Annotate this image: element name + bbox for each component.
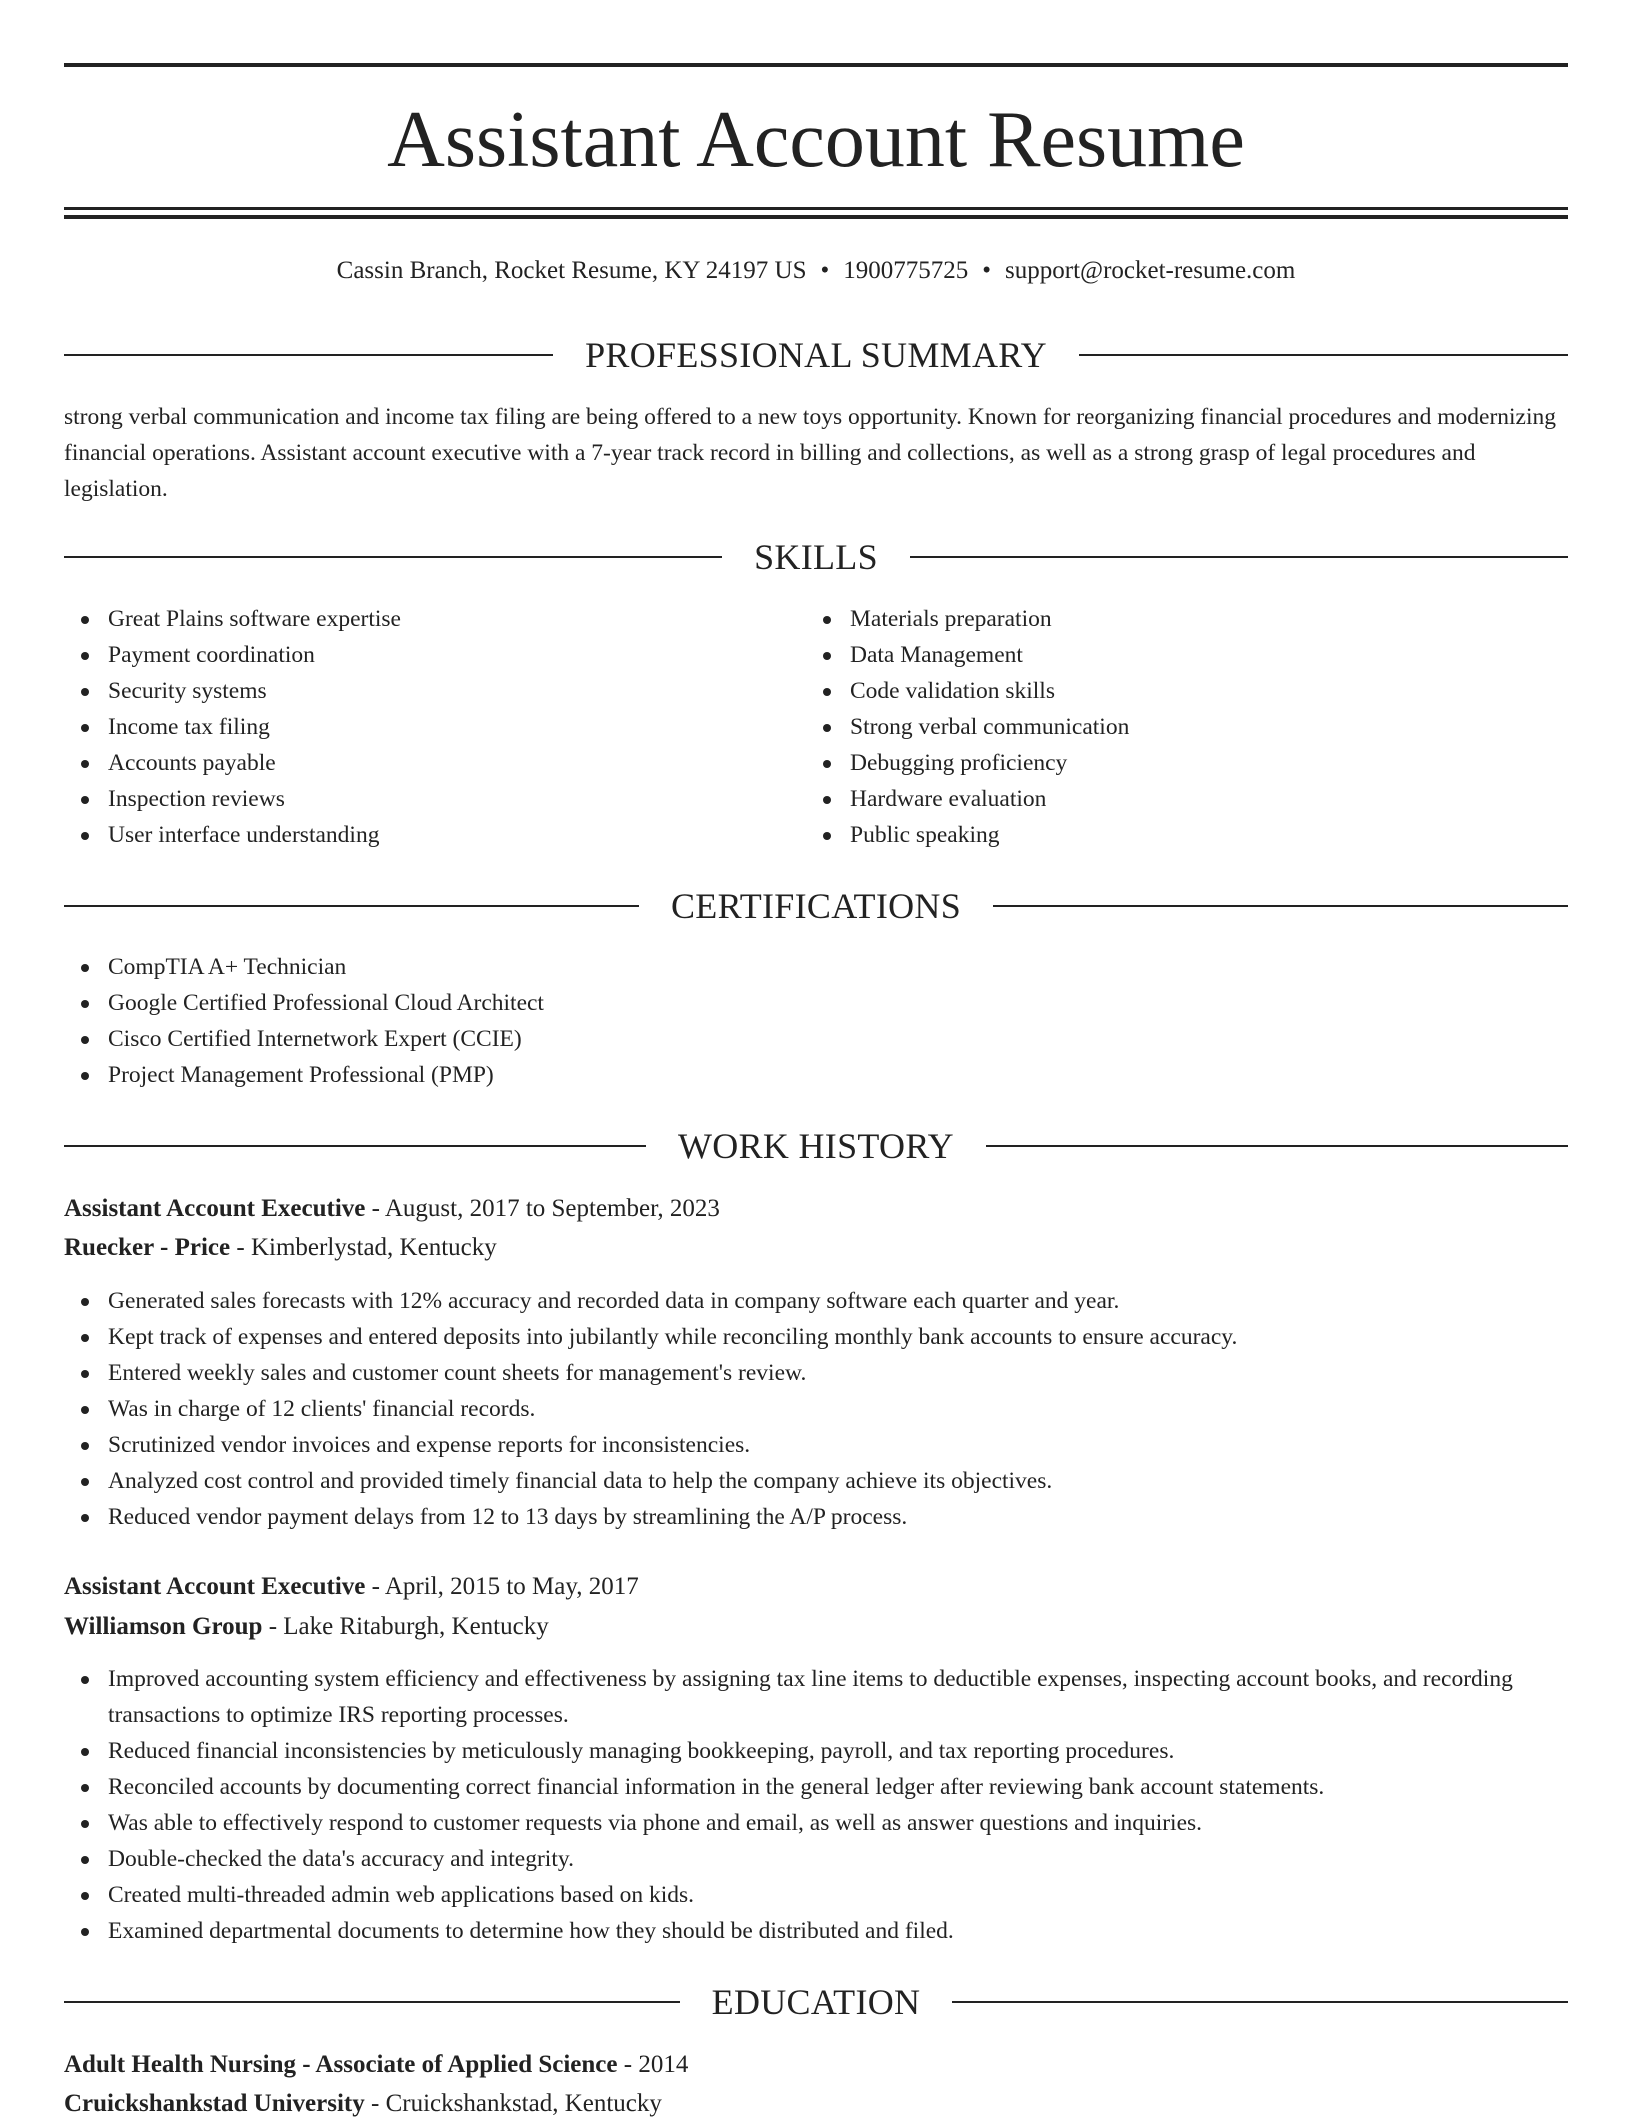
skill-item: Great Plains software expertise — [64, 601, 804, 637]
certifications-heading — [64, 883, 1568, 929]
skill-item: Payment coordination — [64, 637, 804, 673]
job-bullet: Created multi-threaded admin web applications based on kids. — [64, 1877, 1568, 1913]
skills-heading-label: SKILLS — [754, 537, 878, 577]
education-degree: Adult Health Nursing - Associate of Applied Science — [64, 2051, 618, 2078]
job-company-line — [64, 1230, 1568, 1266]
skill-item: Accounts payable — [64, 745, 804, 781]
job-company: Williamson Group — [64, 1613, 263, 1640]
certifications-list — [64, 949, 1568, 1093]
job-bullet: Generated sales forecasts with 12% accuracy and recorded data in company software each quarter and year. — [64, 1283, 1568, 1319]
education-school-line — [64, 2086, 1568, 2122]
skill-item: Hardware evaluation — [806, 781, 1546, 817]
job-bullets — [64, 1661, 1568, 1949]
skill-item: Income tax filing — [64, 709, 804, 745]
summary-heading — [64, 332, 1568, 378]
skill-item: Public speaking — [806, 817, 1546, 853]
skill-item: Data Management — [806, 637, 1546, 673]
job-bullet: Double-checked the data's accuracy and integrity. — [64, 1841, 1568, 1877]
job-title-line — [64, 1569, 1568, 1605]
skill-item: Debugging proficiency — [806, 745, 1546, 781]
contact-separator: • — [982, 257, 992, 284]
contact-phone: 1900775725 — [843, 257, 969, 284]
job-bullet: Was in charge of 12 clients' financial records. — [64, 1391, 1568, 1427]
job-bullets — [64, 1283, 1568, 1535]
heading-rule-right — [1079, 354, 1568, 356]
heading-rule-left — [64, 556, 722, 558]
job-bullet: Kept track of expenses and entered deposits into jubilantly while reconciling monthly bank accounts to ensure accuracy. — [64, 1319, 1568, 1355]
heading-rule-left — [64, 905, 639, 907]
work-history-heading — [64, 1123, 1568, 1169]
education-school: Cruickshankstad University — [64, 2090, 365, 2117]
resume-title: Assistant Account Resume — [387, 96, 1245, 184]
skill-item: Code validation skills — [806, 673, 1546, 709]
skill-item: User interface understanding — [64, 817, 804, 853]
certification-item: CompTIA A+ Technician — [64, 949, 1568, 985]
job-role: Assistant Account Executive — [64, 1573, 366, 1600]
education-heading — [64, 1979, 1568, 2025]
job-bullet: Improved accounting system efficiency and effectiveness by assigning tax line items to deductible expenses, inspecting account books, and recording transactions to optimize IRS reporting processes. — [64, 1661, 1568, 1733]
summary-text: strong verbal communication and income tax filing are being offered to a new toys opportunity. Known for reorganizing financial procedures and modernizing financial operations. Assistant account executive with a 7-year track record in billing and collections, as well as a strong grasp of legal procedures and legislation. — [64, 404, 1557, 502]
job-bullet: Entered weekly sales and customer count sheets for management's review. — [64, 1355, 1568, 1391]
heading-rule-right — [993, 905, 1568, 907]
heading-rule-left — [64, 1145, 646, 1147]
skill-item: Security systems — [64, 673, 804, 709]
education-year: - 2014 — [617, 2051, 689, 2078]
title-double-rule — [64, 207, 1568, 219]
job-bullet: Reconciled accounts by documenting correct financial information in the general ledger after reviewing bank account statements. — [64, 1769, 1568, 1805]
job-bullet: Analyzed cost control and provided timely financial data to help the company achieve its objectives. — [64, 1463, 1568, 1499]
job-location: - Lake Ritaburgh, Kentucky — [262, 1613, 549, 1640]
skill-item: Inspection reviews — [64, 781, 804, 817]
work-history-heading-label: WORK HISTORY — [678, 1126, 954, 1166]
heading-rule-left — [64, 354, 553, 356]
skills-heading — [64, 534, 1568, 580]
job-bullet: Examined departmental documents to determine how they should be distributed and filed. — [64, 1913, 1568, 1949]
job-bullet: Reduced vendor payment delays from 12 to 13 days by streamlining the A/P process. — [64, 1499, 1568, 1535]
heading-rule-right — [910, 556, 1568, 558]
job-title-line — [64, 1191, 1568, 1227]
skills-list-left — [64, 601, 804, 853]
job-bullet: Scrutinized vendor invoices and expense reports for inconsistencies. — [64, 1427, 1568, 1463]
job-bullet: Was able to effectively respond to customer requests via phone and email, as well as answer questions and inquiries. — [64, 1805, 1568, 1841]
job-location: - Kimberlystad, Kentucky — [230, 1234, 497, 1261]
certifications-heading-label: CERTIFICATIONS — [670, 886, 962, 926]
job-dates: - April, 2015 to May, 2017 — [365, 1573, 639, 1600]
skills-list-right — [806, 601, 1546, 853]
job-dates: - August, 2017 to September, 2023 — [365, 1195, 720, 1222]
contact-email: support@rocket-resume.com — [1005, 257, 1296, 284]
skill-item: Materials preparation — [806, 601, 1546, 637]
job-role: Assistant Account Executive — [64, 1195, 366, 1222]
skill-item: Strong verbal communication — [806, 709, 1546, 745]
contact-separator: • — [820, 257, 830, 284]
education-heading-label: EDUCATION — [711, 1982, 921, 2022]
job-bullet: Reduced financial inconsistencies by meticulously managing bookkeeping, payroll, and tax reporting procedures. — [64, 1733, 1568, 1769]
heading-rule-right — [986, 1145, 1568, 1147]
certification-item: Google Certified Professional Cloud Architect — [64, 985, 1568, 1021]
job-company: Ruecker - Price — [64, 1234, 231, 1261]
top-rule — [64, 63, 1568, 67]
contact-line — [64, 254, 1568, 288]
heading-rule-right — [952, 2001, 1568, 2003]
education-location: - Cruickshankstad, Kentucky — [364, 2090, 662, 2117]
certification-item: Project Management Professional (PMP) — [64, 1057, 1568, 1093]
summary-heading-label: PROFESSIONAL SUMMARY — [585, 335, 1047, 375]
contact-address: Cassin Branch, Rocket Resume, KY 24197 US — [336, 257, 807, 284]
heading-rule-left — [64, 2001, 680, 2003]
job-company-line — [64, 1609, 1568, 1645]
education-degree-line — [64, 2047, 1568, 2083]
certification-item: Cisco Certified Internetwork Expert (CCIE) — [64, 1021, 1568, 1057]
